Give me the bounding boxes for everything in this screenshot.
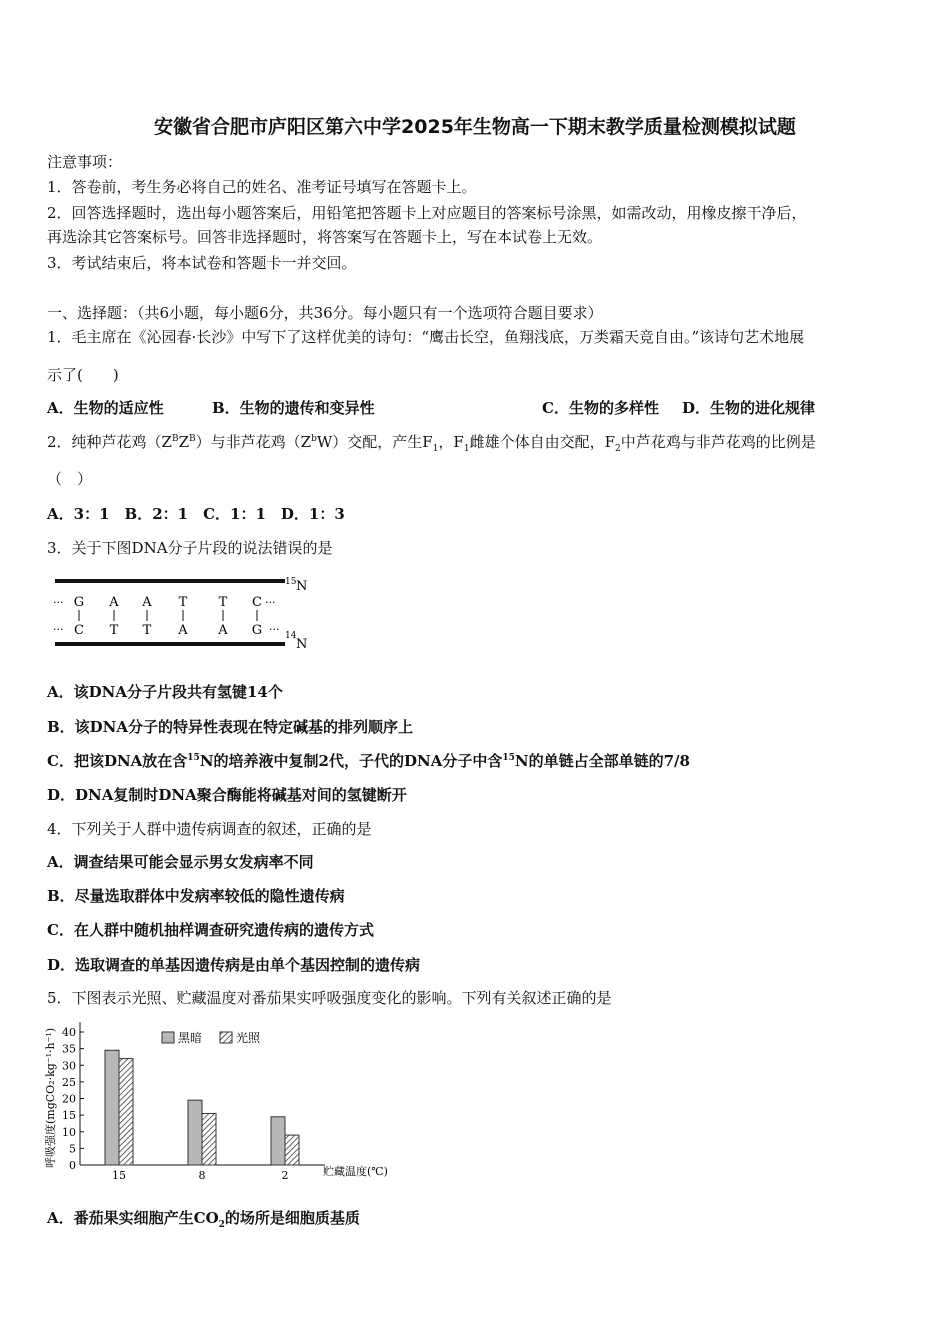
- q1-option-d: D．生物的进化规律: [682, 399, 816, 417]
- q5-option-a: [47, 1208, 360, 1228]
- q2-text: ）与非芦花鸡（Z: [195, 433, 312, 451]
- q2-sub: 1: [463, 444, 470, 454]
- page-title: 安徽省合肥市庐阳区第六中学2025年生物高一下期末教学质量检测模拟试题: [154, 116, 796, 138]
- strand-dots: ···: [53, 596, 64, 609]
- q4-option-d: D．选取调查的单基因遗传病是由单个基因控制的遗传病: [47, 956, 421, 974]
- x-tick-label: 15: [112, 1169, 126, 1182]
- dna-base-bottom: A: [178, 623, 188, 638]
- q3-c-text: N的培养液中复制2代，子代的DNA分子中含: [199, 752, 503, 770]
- y-tick-label: 15: [62, 1109, 76, 1123]
- q2-text: W）交配，产生F: [316, 433, 433, 451]
- q5-a-sub: 2: [218, 1220, 225, 1230]
- q2-text: ，F: [438, 433, 464, 451]
- x-tick-label: 8: [198, 1169, 206, 1182]
- top-label-mass: 15: [285, 577, 297, 587]
- q2-text: 雌雄个体自由交配，F: [469, 433, 615, 451]
- strand-dots: ···: [53, 623, 64, 636]
- q3-stem: 3．关于下图DNA分子片段的说法错误的是: [47, 539, 333, 557]
- section-heading: 一、选择题：（共6小题，每小题6分，共36分。每小题只有一个选项符合题目要求）: [47, 304, 603, 322]
- bar-light: [202, 1113, 216, 1165]
- legend-swatch-dark: [162, 1032, 174, 1043]
- q4-option-b: B．尽量选取群体中发病率较低的隐性遗传病: [47, 887, 345, 905]
- q4-option-a: A．调查结果可能会显示男女发病率不同: [47, 853, 314, 871]
- dna-diagram: [47, 568, 327, 654]
- note-item: 2．回答选择题时，选出每小题答案后，用铅笔把答题卡上对应题目的答案标号涂黑，如需改动，用橡皮擦干净后，: [47, 204, 807, 222]
- bar-light: [285, 1135, 299, 1165]
- q2-stem: [47, 432, 816, 452]
- chart-ylabel: 呼吸强度(mgCO₂·kg⁻¹·h⁻¹): [44, 1027, 57, 1168]
- y-tick-label: 35: [62, 1042, 76, 1056]
- strand-dots: ···: [269, 623, 280, 636]
- q4-option-c: C．在人群中随机抽样调查研究遗传病的遗传方式: [47, 921, 374, 939]
- q2-text: 中芦花鸡与非芦花鸡的比例是: [620, 433, 816, 451]
- q2-text: Z: [178, 433, 190, 451]
- q5-stem: 5．下图表示光照、贮藏温度对番茄果实呼吸强度变化的影响。下列有关叙述正确的是: [47, 989, 612, 1007]
- q3-c-sup: 15: [187, 753, 200, 763]
- note-item: 再选涂其它答案标号。回答非选择题时，将答案写在答题卡上，写在本试卷上无效。: [47, 228, 603, 246]
- legend-label: 光照: [236, 1031, 261, 1045]
- q1-option-c: C．生物的多样性: [542, 399, 659, 417]
- q1-stem: 1．毛主席在《沁园春·长沙》中写下了这样优美的诗句：“鹰击长空，鱼翔浅底，万类霜天竞自由。”该诗句艺术地展: [47, 328, 805, 346]
- note-item: 1．答卷前，考生务必将自己的姓名、准考证号填写在答题卡上。: [47, 178, 477, 196]
- q3-option-c: [47, 751, 690, 771]
- q2-sup: b: [311, 434, 317, 444]
- y-tick-label: 0: [69, 1159, 76, 1172]
- q2-options: A．3：1 B．2：1 C．1：1 D．1：3: [47, 505, 345, 523]
- y-tick-label: 25: [62, 1075, 76, 1089]
- y-tick-label: 30: [62, 1059, 76, 1073]
- dna-base-top: A: [109, 595, 119, 610]
- respiration-chart: [40, 1016, 410, 1184]
- notes-heading: 注意事项：: [47, 153, 123, 171]
- legend-swatch-light: [220, 1032, 232, 1043]
- dna-base-top: T: [218, 595, 228, 610]
- dna-base-bottom: T: [142, 623, 152, 638]
- dna-base-top: T: [178, 595, 188, 610]
- q3-option-d: D．DNA复制时DNA聚合酶能将碱基对间的氢键断开: [47, 786, 407, 804]
- q1-stem-cont: 示了( ): [47, 366, 119, 384]
- top-label-n: N: [296, 579, 308, 594]
- bar-light: [119, 1059, 133, 1165]
- note-item: 3．考试结束后，将本试卷和答题卡一并交回。: [47, 254, 357, 272]
- q4-stem: 4．下列关于人群中遗传病调查的叙述，正确的是: [47, 820, 372, 838]
- bottom-label-mass: 14: [285, 631, 297, 641]
- q5-a-text: 的场所是细胞质基质: [224, 1209, 360, 1227]
- q2-sub: 2: [615, 444, 621, 454]
- dna-base-bottom: G: [251, 623, 263, 638]
- y-tick-label: 20: [62, 1092, 76, 1106]
- strand-dots: ···: [265, 596, 276, 609]
- bar-dark: [188, 1100, 202, 1165]
- q1-option-b: B．生物的遗传和变异性: [212, 399, 375, 417]
- bar-dark: [105, 1050, 119, 1165]
- x-tick-label: 2: [281, 1169, 289, 1182]
- q2-text: 2．纯种芦花鸡（Z: [47, 433, 172, 451]
- dna-base-bottom: A: [218, 623, 228, 638]
- dna-base-top: G: [73, 595, 85, 610]
- bottom-label-n: N: [296, 637, 308, 652]
- chart-xlabel: 贮藏温度(℃): [323, 1165, 388, 1178]
- q3-c-text: C．把该DNA放在含: [47, 752, 188, 770]
- q2-sub: 1: [432, 444, 439, 454]
- q1-option-a: A．生物的适应性: [47, 399, 164, 417]
- q3-option-b: B．该DNA分子的特异性表现在特定碱基的排列顺序上: [47, 718, 414, 736]
- dna-base-top: A: [142, 595, 152, 610]
- bar-dark: [271, 1117, 285, 1165]
- y-tick-label: 10: [62, 1125, 76, 1139]
- q3-c-text: N的单链占全部单链的7/8: [514, 752, 690, 770]
- dna-base-bottom: C: [74, 623, 84, 638]
- y-tick-label: 5: [69, 1142, 76, 1156]
- q5-a-text: A．番茄果实细胞产生CO: [47, 1209, 219, 1227]
- dna-base-bottom: T: [109, 623, 119, 638]
- legend-label: 黑暗: [178, 1031, 203, 1045]
- q2-sup: B: [189, 434, 196, 444]
- q2-sup: B: [171, 434, 179, 444]
- q3-option-a: A．该DNA分子片段共有氢键14个: [47, 683, 283, 701]
- q3-c-sup: 15: [502, 753, 515, 763]
- dna-base-top: C: [252, 595, 262, 610]
- y-tick-label: 40: [62, 1026, 76, 1039]
- q2-stem-cont: （ ）: [47, 470, 93, 488]
